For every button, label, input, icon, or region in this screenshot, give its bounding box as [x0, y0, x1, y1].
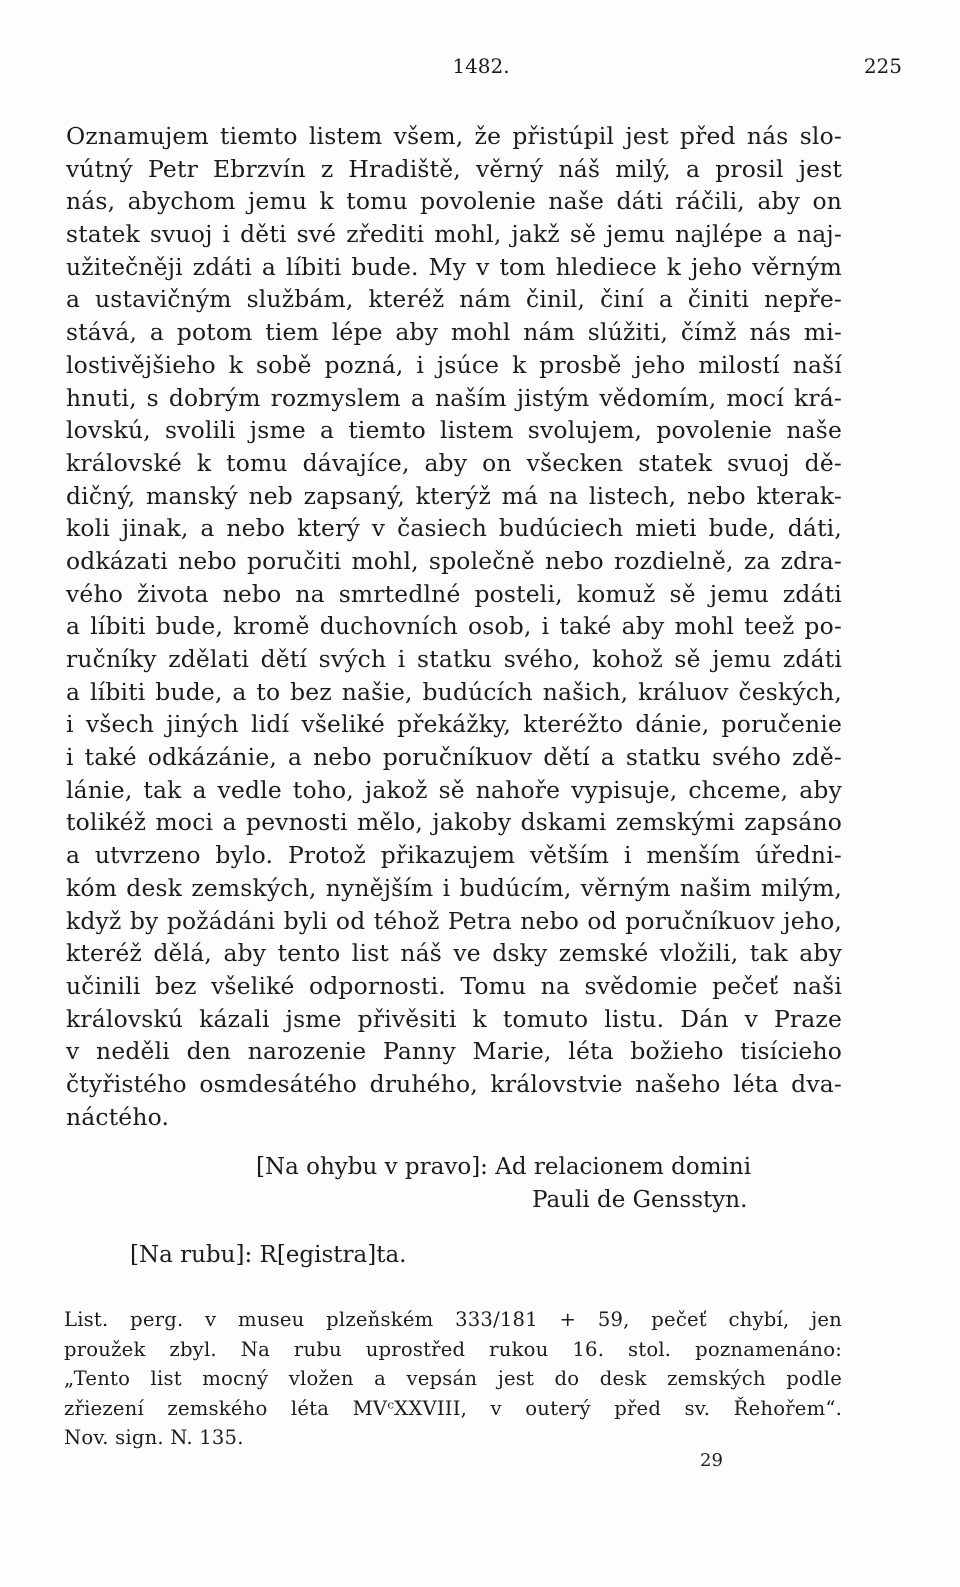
text-line: hnuti, s dobrým rozmyslem a naším jistým vědomím, mocí krá-	[66, 383, 842, 412]
text-line: vútný Petr Ebrzvín z Hradiště, věrný náš milý, a prosil jest	[66, 154, 842, 183]
text-line: náctého.	[66, 1102, 170, 1131]
charter-text	[66, 120, 842, 1133]
footnote-line: „Tento list mocný vložen a vepsán jest do desk zemských podle	[64, 1367, 842, 1390]
text-line: když by požádáni byli od téhož Petra nebo od poručníkuov jeho,	[66, 906, 842, 935]
text-line: a líbiti bude, a to bez našie, budúcích našich, králuov českých,	[66, 677, 842, 706]
text-line: kteréž dělá, aby tento list náš ve dsky zemské vložili, tak aby	[66, 939, 842, 968]
text-line: v neděli den narozenie Panny Marie, léta božieho tisícieho	[66, 1037, 842, 1066]
text-line: ručníky zdělati dětí svých i statku svého, kohož sě jemu zdáti	[66, 645, 842, 673]
text-line: statek svuoj i děti své zřediti mohl, jakž sě jemu najlépe a naj-	[66, 220, 842, 249]
text-line: kóm desk zemských, nynějším i budúcím, věrným našim milým,	[66, 873, 842, 902]
verso-note: [Na rubu]: R[egistra]ta.	[130, 1242, 407, 1268]
text-line: královskú kázali jsme přivěsiti k tomuto listu. Dán v Praze	[66, 1004, 842, 1033]
page-number: 225	[863, 54, 902, 78]
text-line: koli jinak, a nebo který v časiech budúciech mieti bude, dáti,	[66, 514, 842, 543]
text-line: odkázati nebo poručiti mohl, společně nebo rozdielně, za zdra-	[66, 546, 842, 575]
fold-note-line-1: Ad relacionem domini	[495, 1154, 752, 1180]
text-line: užitečněji zdáti a líbiti bude. My v tom hlediece k jeho věrným	[66, 252, 842, 281]
text-line: i všech jiných lidí všeliké překážky, kteréžto dánie, poručenie	[66, 710, 842, 739]
text-line: lánie, tak a vedle toho, jakož sě nahoře vypisuje, chceme, aby	[66, 775, 842, 804]
text-line: lostivějšieho k sobě pozná, i jsúce k prosbě jeho milostí naší	[66, 350, 842, 379]
fold-note	[256, 1151, 751, 1217]
text-line: dičný, manský neb zapsaný, kterýž má na listech, nebo kterak-	[66, 481, 842, 510]
running-header	[60, 44, 902, 84]
text-line: a ustavičným službám, kteréž nám činil, činí a činiti nepře-	[66, 285, 842, 314]
footnote-line: List. perg. v museu plzeňském 333/181 + 59, pečeť chybí, jen	[64, 1308, 842, 1331]
text-line: vého života nebo na smrtedlné posteli, komuž sě jemu zdáti	[66, 579, 842, 608]
text-line: a líbiti bude, kromě duchovních osob, i také aby mohl teež po-	[66, 612, 842, 641]
text-line: královské k tomu dávajíce, aby on všecken statek svuoj dě-	[66, 448, 842, 477]
header-year: 1482.	[452, 54, 510, 78]
archival-footnote	[64, 1305, 842, 1453]
text-line: i také odkázánie, a nebo poručníkuov dětí a statku svého zdě-	[66, 743, 842, 772]
text-line: tolikéž moci a pevnosti mělo, jakoby dskami zemskými zapsáno	[66, 808, 842, 837]
text-line: Oznamujem tiemto listem všem, že přistúpil jest před nás slo-	[66, 122, 842, 150]
sheet-signature: 29	[700, 1450, 723, 1471]
text-line: učinili bez všeliké odpornosti. Tomu na svědomie pečeť naši	[66, 971, 842, 1000]
text-line: lovskú, svolili jsme a tiemto listem svolujem, povolenie naše	[66, 416, 842, 445]
text-line: čtyřistého osmdesátého druhého, královstvie našeho léta dva-	[66, 1069, 842, 1098]
text-line: nás, abychom jemu k tomu povolenie naše dáti ráčili, aby on	[66, 187, 842, 216]
footnote-line: Nov. sign. N. 135.	[64, 1426, 244, 1449]
fold-note-label: [Na ohybu v pravo]:	[256, 1154, 488, 1180]
fold-note-line-2: Pauli de Gensstyn.	[532, 1187, 748, 1213]
footnote-line: proužek zbyl. Na rubu uprostřed rukou 16. stol. poznamenáno:	[64, 1337, 842, 1361]
text-line: a utvrzeno bylo. Protož přikazujem větším i menším úředni-	[66, 841, 842, 870]
text-line: stává, a potom tiem lépe aby mohl nám slúžiti, čímž nás mi-	[66, 318, 842, 347]
footnote-line: zřiezení zemského léta MVᶜXXVIII, v outerý před sv. Řehořem“.	[64, 1396, 842, 1420]
